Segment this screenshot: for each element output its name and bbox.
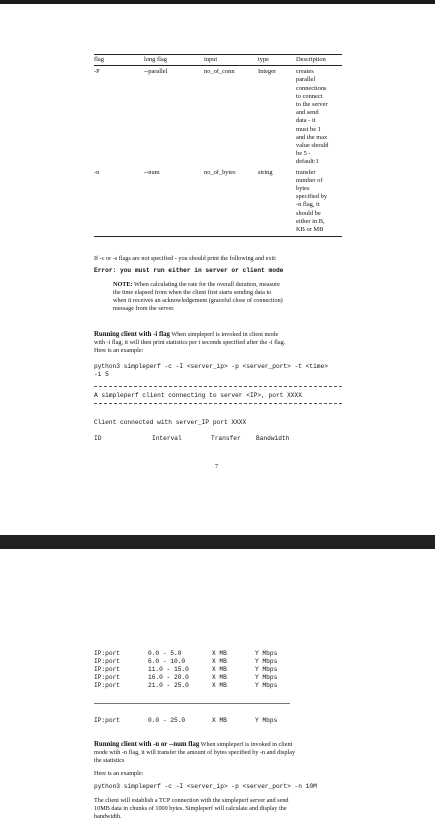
desc-line: bytes [296,185,310,193]
connecting-output: A simpleperf client connecting to server <IP>, port XXXX [94,392,302,399]
final-line: bandwidth. [94,813,122,820]
output-separator [94,403,342,404]
desc-line: default:1 [296,158,319,166]
desc-line: and send [296,109,319,117]
cell-long-flag: --num [144,168,160,176]
desc-line: specified by [296,193,328,201]
final-line: 10MB data in chunks of 1000 bytes. Simpleperf will calculate and display the [94,805,287,812]
running-n-section [94,741,354,765]
page-divider [0,535,435,549]
stats-row [94,682,314,690]
cell-type: string [258,168,273,176]
row-id: IP:port [94,658,120,665]
example-label: Here is an example: [94,770,144,777]
col-interval: Interval [152,435,182,442]
row-bandwidth: Y Mbps [255,674,278,681]
row-transfer: X MB [212,658,227,665]
header-flag: flag [94,56,104,63]
command-line: python3 simpleperf -c -I <server_ip> -p <server_port> -t <time> [94,363,328,370]
stats-rows [94,650,314,690]
output-separator [94,386,342,387]
desc-line: KB or MB [296,226,324,234]
total-id: IP:port [94,717,120,724]
desc-line: transfer [296,168,316,176]
cell-type: Integer [258,68,277,76]
desc-line: creates [296,68,314,76]
row-interval: 16.0 - 20.0 [148,674,189,681]
row-transfer: X MB [212,666,227,673]
desc-line: value should [296,142,329,150]
note-line: the time elapsed from when the client first starts sending data to [113,289,272,296]
desc-line: either in B, [296,217,325,225]
command-line: -i 5 [94,371,109,378]
note-block [113,281,348,313]
stats-divider [94,703,290,704]
cell-flag: -n [94,168,100,176]
row-interval: 6.0 - 10.0 [148,658,186,665]
running-n-line: the statistics [94,757,125,764]
missing-flags-text: If -c or -s flags are not specified - you should print the following and exit: [94,255,277,262]
row-id: IP:port [94,674,120,681]
note-line: message from the server. [113,305,175,312]
header-description: Description [296,56,326,63]
page-number: 7 [215,463,219,470]
desc-line: must be 1 [296,125,321,133]
total-transfer: X MB [212,717,227,724]
cell-input: no_of_bytes [204,168,236,176]
desc-line: data - it [296,117,316,125]
flags-table [94,54,342,237]
row-transfer: X MB [212,650,227,657]
row-interval: 11.0 - 15.0 [148,666,189,673]
header-type: type [258,56,270,63]
stats-row [94,650,314,658]
header-input: input [204,56,218,63]
row-bandwidth: Y Mbps [255,650,278,657]
desc-line: should be [296,209,321,217]
connected-output: Client connected with server_IP port XXXX [94,419,247,426]
final-line: The client will establish a TCP connection with the simpleperf server and send [94,797,289,804]
total-bandwidth: Y Mbps [255,717,278,724]
row-bandwidth: Y Mbps [255,682,278,689]
stats-row [94,674,314,682]
row-interval: 0.0 - 5.0 [148,650,182,657]
desc-line: -n flag, it [296,201,320,209]
cell-flag: -P [94,68,100,76]
row-transfer: X MB [212,674,227,681]
cell-description [296,169,342,235]
row-id: IP:port [94,650,120,657]
table-header-row [94,55,342,65]
stats-row [94,658,314,666]
desc-line: to the server [296,101,328,109]
row-interval: 21.0 - 25.0 [148,682,189,689]
table-row [94,169,342,237]
running-n-heading: Running client with -n or --num flag [94,741,200,748]
table-bottom-rule [94,236,342,237]
top-border [0,0,435,4]
running-i-line: Here is an example: [94,347,144,354]
row-bandwidth: Y Mbps [255,666,278,673]
total-interval: 0.0 - 25.0 [148,717,186,724]
stats-total-row [94,717,314,725]
command-example-i [94,363,328,379]
desc-line: number of [296,176,323,184]
running-i-section [94,331,354,355]
col-id: ID [94,435,102,442]
running-n-line: mode with -n flag, it will transfer the amount of bytes specified by -n and display [94,749,296,756]
note-label: NOTE: [113,281,133,288]
desc-line: to connect [296,92,323,100]
col-transfer: Transfer [211,435,241,442]
note-line: When calculating the rate for the overall duration, measure [132,281,280,288]
running-n-line: When simpleperf is invoked in client [199,741,293,748]
desc-line: parallel [296,76,316,84]
row-id: IP:port [94,682,120,689]
stats-header-row [94,435,374,443]
final-paragraph [94,797,354,821]
col-bandwidth: Bandwidth [256,435,290,442]
running-i-line: with -i flag, it will then print statistics per t seconds specified after the -i flag. [94,339,286,346]
command-example-n: python3 simpleperf -c -I <server_ip> -p <server_port> -n 10M [94,783,317,790]
header-long-flag: long flag [144,56,167,63]
desc-line: and the max [296,133,328,141]
table-row [94,66,342,168]
error-message: Error: you must run either in server or client mode [94,267,284,274]
desc-line: be 5 - [296,150,311,158]
row-bandwidth: Y Mbps [255,658,278,665]
cell-description [296,68,342,166]
row-transfer: X MB [212,682,227,689]
row-id: IP:port [94,666,120,673]
note-line: when it receives an acknowledgement (graceful close of connection) [113,297,283,304]
cell-input: no_of_conn [204,68,235,76]
cell-long-flag: --parallel [144,68,168,76]
desc-line: connections [296,84,327,92]
running-i-line: When simpleperf is invoked in client mode [169,331,279,338]
stats-row [94,666,314,674]
running-i-heading: Running client with -i flag [94,331,170,338]
